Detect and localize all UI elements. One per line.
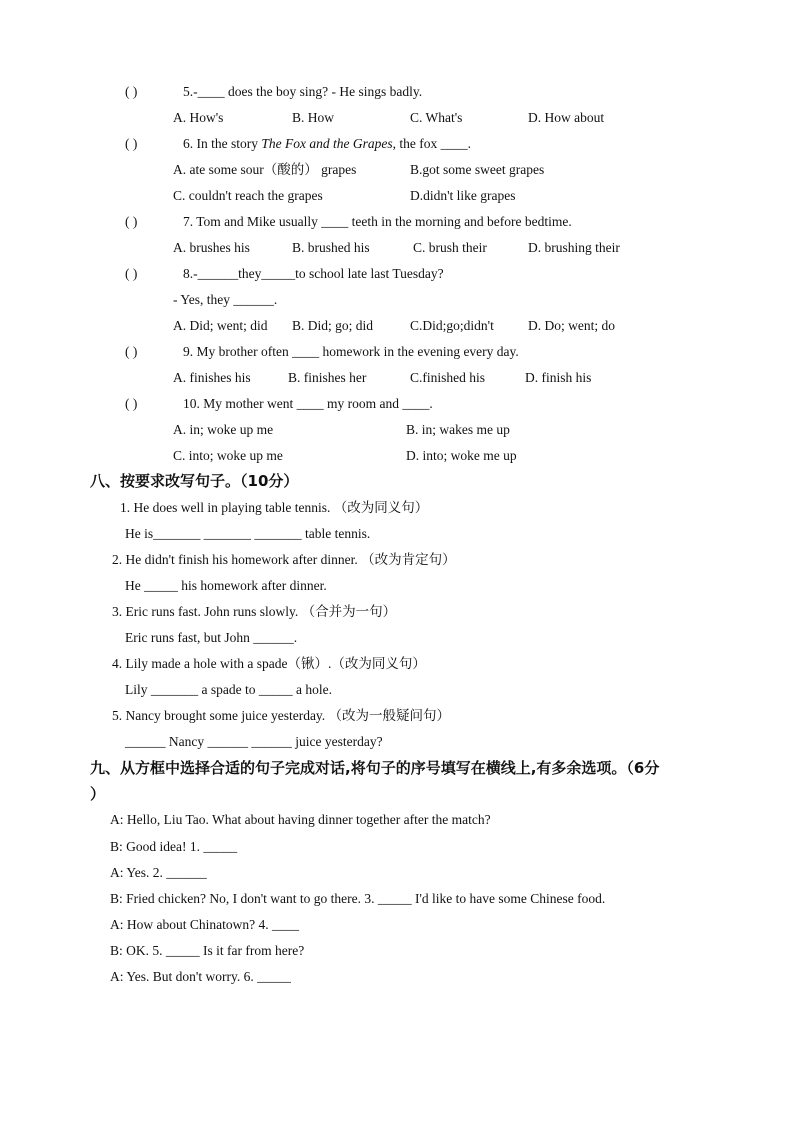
answer-paren[interactable]: ( ) [125,396,138,411]
rewrite-question: 5. Nancy brought some juice yesterday. （改为一般疑问句） [112,708,451,723]
answer-paren[interactable]: ( ) [125,344,138,359]
dialogue-line[interactable]: B: OK. 5. _____ Is it far from here? [110,943,305,958]
rewrite-answer-line[interactable]: He is_______ _______ _______ table tennis. [125,526,371,541]
rewrite-answer-line[interactable]: He _____ his homework after dinner. [125,578,327,593]
option-c: C. into; woke up me [173,448,283,463]
answer-paren[interactable]: ( ) [125,136,138,151]
option-b: B. brushed his [292,240,370,255]
option-a: A. ate some sour（酸的） grapes [173,162,357,177]
question-stem: 10. My mother went ____ my room and ____. [183,396,433,411]
option-d: D. Do; went; do [528,318,615,333]
answer-paren[interactable]: ( ) [125,84,138,99]
section-9-heading-cont: ） [90,785,106,803]
question-stem: 8.-______they_____to school late last Tuesday? [183,266,444,281]
option-b: B. Did; go; did [292,318,374,333]
question-stem: 9. My brother often ____ homework in the evening every day. [183,344,519,359]
dialogue-line: A: Hello, Liu Tao. What about having dinner together after the match? [110,812,491,827]
option-b: B. finishes her [288,370,367,385]
option-c: C.Did;go;didn't [410,318,494,333]
option-d: D. into; woke me up [406,448,517,463]
option-a: A. brushes his [173,240,250,255]
option-a: A. finishes his [173,370,251,385]
dialogue-line[interactable]: B: Good idea! 1. _____ [110,839,238,854]
dialogue-line[interactable]: A: Yes. But don't worry. 6. _____ [110,969,291,984]
rewrite-question: 3. Eric runs fast. John runs slowly. （合并为一句） [112,604,397,619]
rewrite-question: 4. Lily made a hole with a spade（锹）.（改为同义句） [112,656,426,671]
section-8-heading: 八、按要求改写句子。（10分） [90,472,299,490]
option-c: C. couldn't reach the grapes [173,188,323,203]
dialogue-line[interactable]: A: How about Chinatown? 4. ____ [110,917,299,932]
question-stem-reply: - Yes, they ______. [173,292,278,307]
option-a: A. Did; went; did [173,318,268,333]
option-b: B. How [292,110,335,125]
section-9-heading: 九、从方框中选择合适的句子完成对话,将句子的序号填写在横线上,有多余选项。（6分 [90,759,660,777]
rewrite-answer-line[interactable]: Eric runs fast, but John ______. [125,630,298,645]
question-stem: 6. In the story The Fox and the Grapes, the fox ____. [183,136,471,151]
rewrite-answer-line[interactable]: ______ Nancy ______ ______ juice yesterday? [125,734,383,749]
question-stem: 5.-____ does the boy sing? - He sings badly. [183,84,423,99]
option-d: D. finish his [525,370,592,385]
option-c: C.finished his [410,370,486,385]
rewrite-answer-line[interactable]: Lily _______ a spade to _____ a hole. [125,682,332,697]
option-b: B.got some sweet grapes [410,162,545,177]
dialogue-line[interactable]: A: Yes. 2. ______ [110,865,207,880]
rewrite-question: 2. He didn't finish his homework after dinner. （改为肯定句） [112,552,456,567]
dialogue-line[interactable]: B: Fried chicken? No, I don't want to go there. 3. _____ I'd like to have some Chinese food. [110,891,606,906]
option-d: D. brushing their [528,240,620,255]
answer-paren[interactable]: ( ) [125,266,138,281]
option-c: C. brush their [413,240,487,255]
option-a: A. How's [173,110,224,125]
option-d: D. How about [528,110,605,125]
answer-paren[interactable]: ( ) [125,214,138,229]
option-b: B. in; wakes me up [406,422,510,437]
option-d: D.didn't like grapes [410,188,516,203]
option-a: A. in; woke up me [173,422,274,437]
question-stem: 7. Tom and Mike usually ____ teeth in the morning and before bedtime. [183,214,572,229]
option-c: C. What's [410,110,463,125]
rewrite-question: 1. He does well in playing table tennis. （改为同义句） [120,500,429,515]
